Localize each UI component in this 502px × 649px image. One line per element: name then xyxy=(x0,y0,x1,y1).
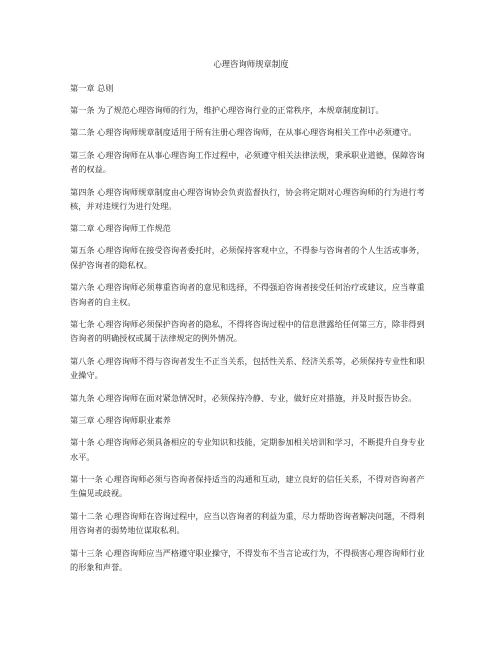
article-paragraph: 第五条 心理咨询师在接受咨询者委托时，必须保持客观中立，不得参与咨询者的个人生活或事务，保护咨询者的隐私权。 xyxy=(70,245,425,270)
article-paragraph: 第三条 心理咨询师在从事心理咨询工作过程中，必须遵守相关法律法规，秉承职业道德，保障咨询者的权益。 xyxy=(70,149,425,175)
article-paragraph: 第六条 心理咨询师必须尊重咨询者的意见和选择，不得强迫咨询者接受任何治疗或建议，应当尊重咨询者的自主权。 xyxy=(70,282,425,307)
article-paragraph: 第八条 心理咨询师不得与咨询者发生不正当关系，包括性关系、经济关系等，必须保持专业性和职业操守。 xyxy=(70,355,425,381)
article-paragraph: 第九条 心理咨询师在面对紧急情况时，必须保持冷静、专业，做好应对措施，并及时报告协会。 xyxy=(70,392,417,403)
chapter-heading: 第二章 心理咨询师工作规范 xyxy=(70,223,171,234)
article-paragraph: 第十三条 心理咨询师应当严格遵守职业操守，不得发布不当言论或行为，不得损害心理咨询师行业的形象和声誉。 xyxy=(70,547,425,572)
chapter-heading: 第一章 总则 xyxy=(70,83,114,93)
article-paragraph: 第二条 心理咨询师规章制度适用于所有注册心理咨询师，在从事心理咨询相关工作中必须遵守。 xyxy=(70,127,417,138)
article-paragraph: 第十一条 心理咨询师必须与咨询者保持适当的沟通和互动，建立良好的信任关系，不得对咨询者产生偏见或歧视。 xyxy=(70,473,425,499)
article-paragraph: 第一条 为了规范心理咨询师的行为，维护心理咨询行业的正常秩序，本规章制度制订。 xyxy=(70,105,384,115)
article-paragraph: 第十条 心理咨询师必须具备相应的专业知识和技能，定期参加相关培训和学习，不断提升自身专业水平。 xyxy=(70,437,425,462)
document-title: 心理咨询师规章制度 xyxy=(213,59,289,69)
article-paragraph: 第十二条 心理咨询师在咨询过程中，应当以咨询者的利益为重，尽力帮助咨询者解决问题，不得利用咨询者的弱势地位谋取私利。 xyxy=(70,510,425,536)
chapter-heading: 第三章 心理咨询师职业素养 xyxy=(70,415,171,426)
article-paragraph: 第四条 心理咨询师规章制度由心理咨询协会负责监督执行，协会将定期对心理咨询师的行为进行考核，并对违规行为进行处理。 xyxy=(70,186,425,212)
article-paragraph: 第七条 心理咨询师必须保护咨询者的隐私，不得将咨询过程中的信息泄露给任何第三方，除非得到咨询者的明确授权或属于法律规定的例外情况。 xyxy=(70,319,425,344)
